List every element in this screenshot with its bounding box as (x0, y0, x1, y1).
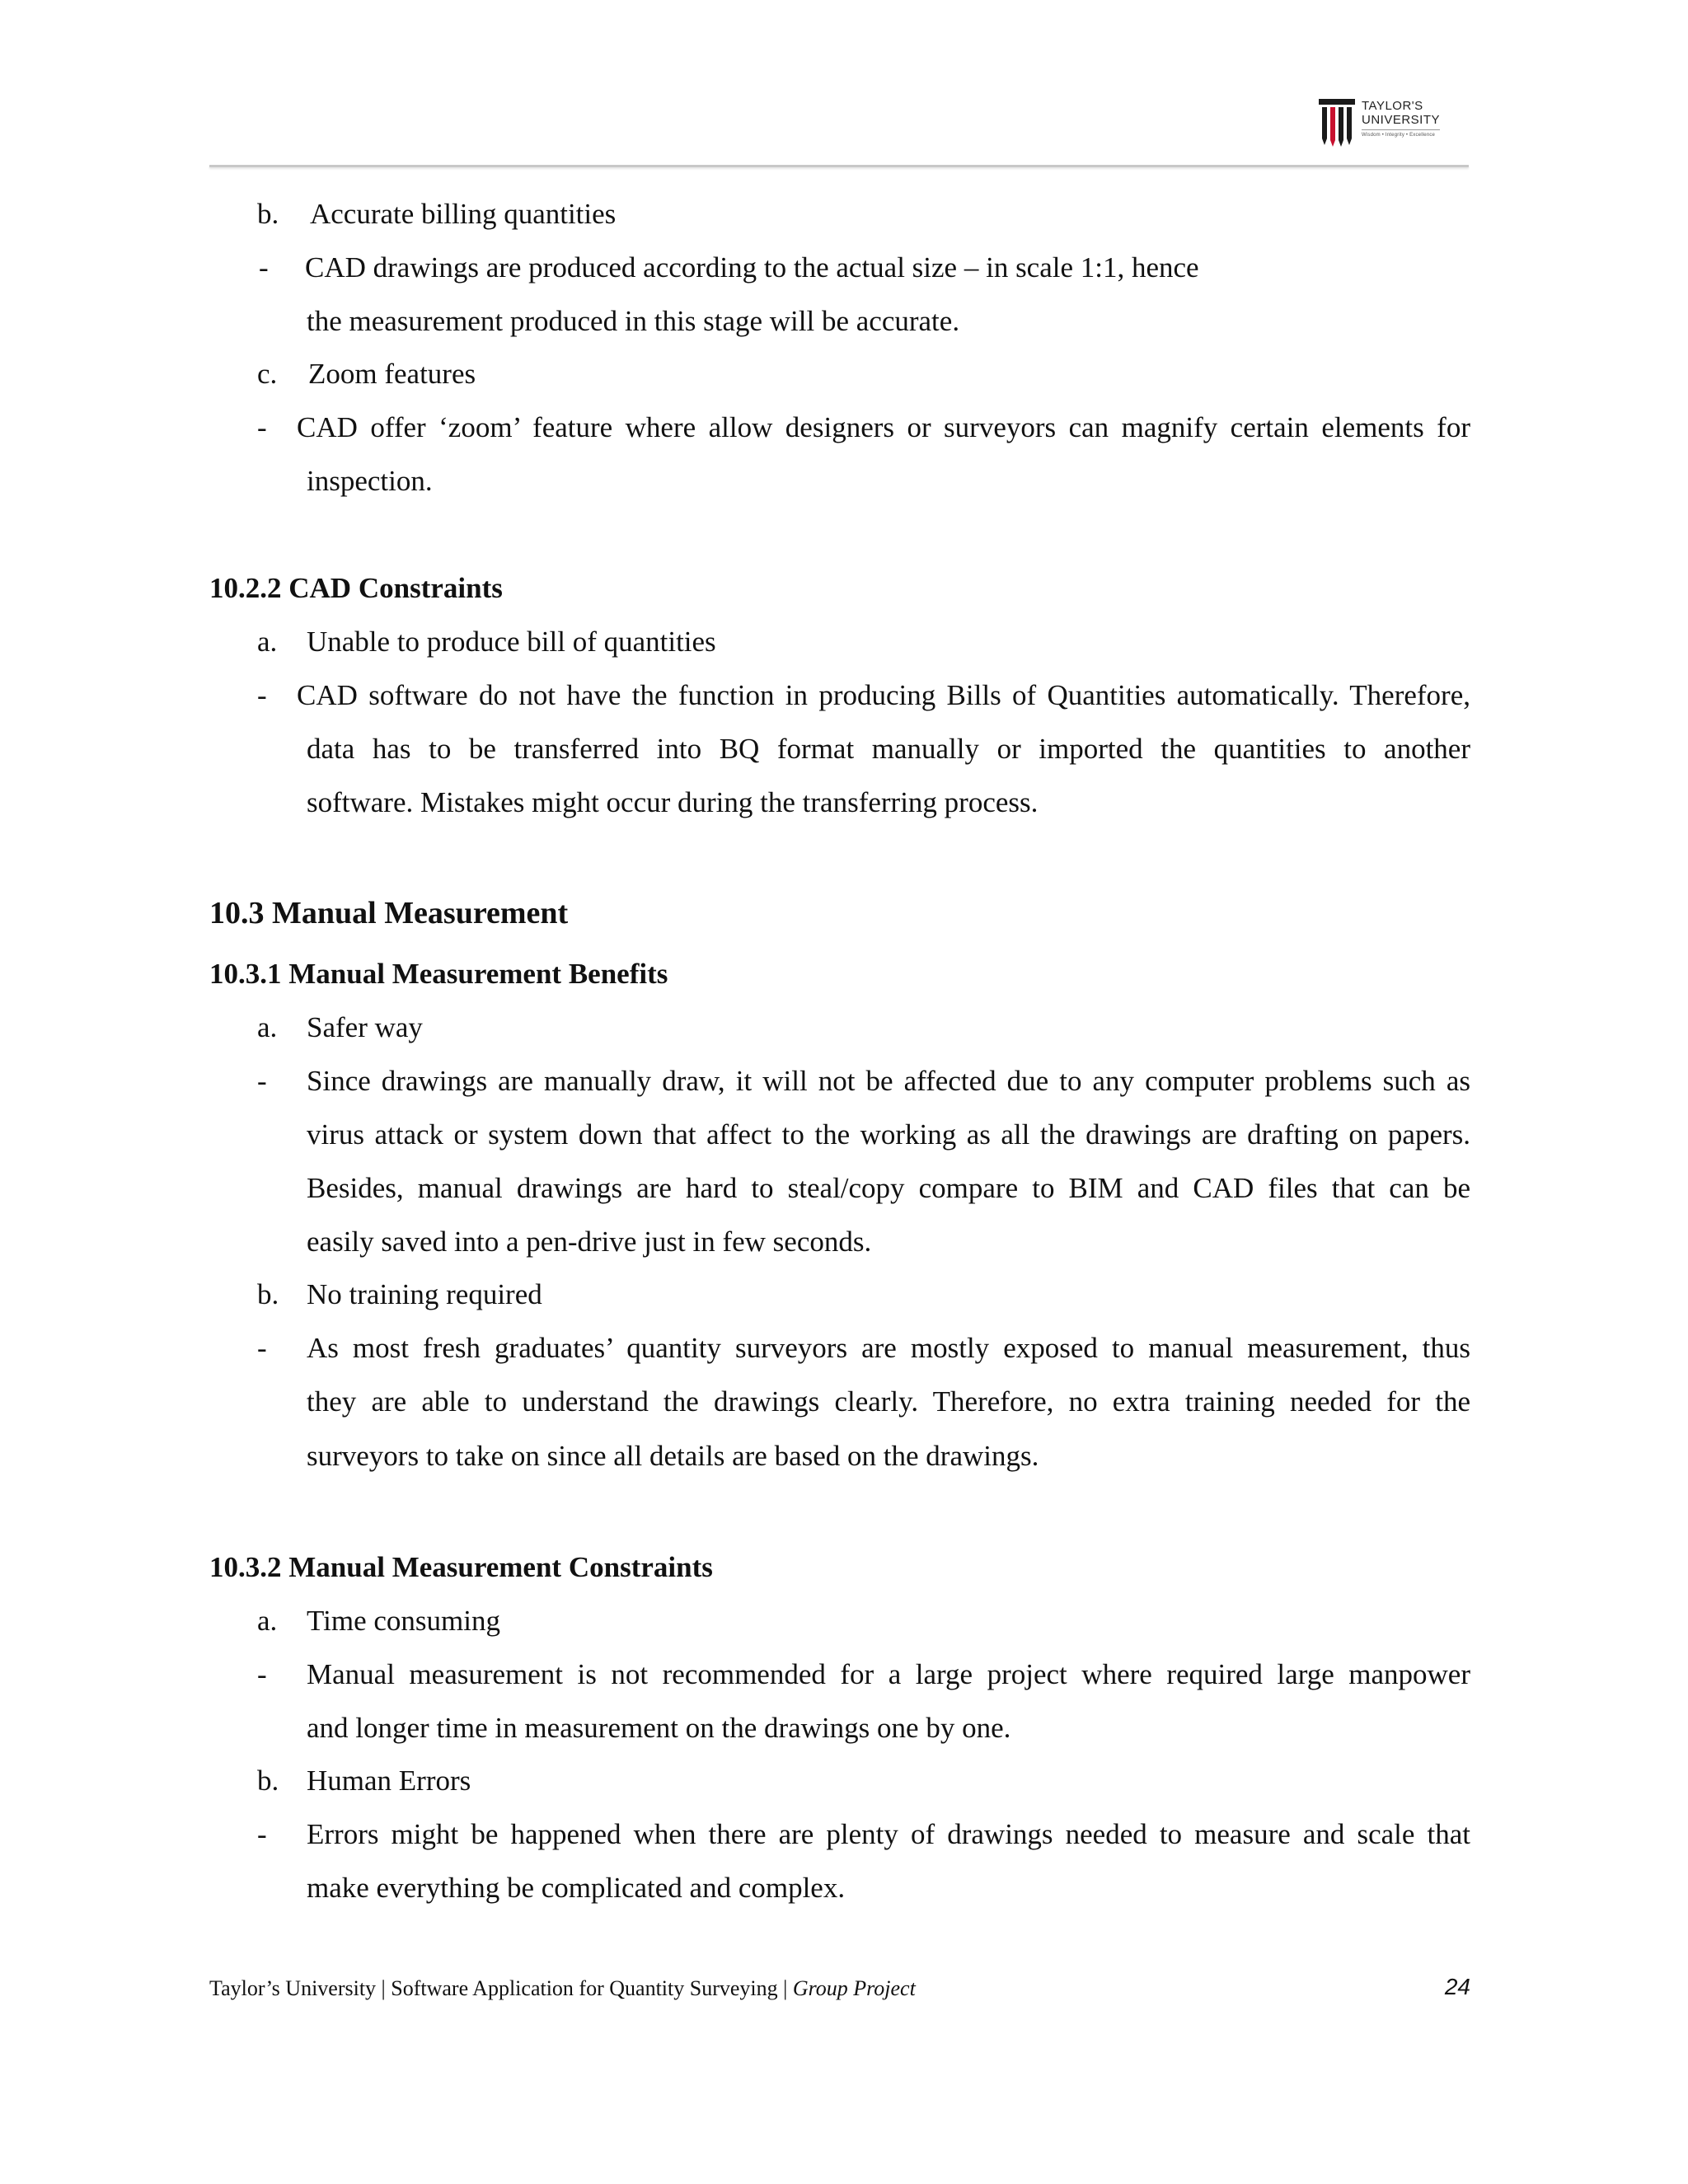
dash-marker: - (257, 411, 267, 443)
dash-marker: - (257, 679, 267, 711)
paragraph-line: and longer time in measurement on the drawings one by one. (307, 1712, 1011, 1744)
footer-text (209, 1975, 916, 2003)
paragraph-line: Errors might be happened when there are plenty of drawings needed to measure and scale that (307, 1818, 1470, 1850)
page-number: 24 (1444, 1974, 1470, 1999)
footer-label: Taylor’s University | Software Application for Quantity Surveying | (209, 1976, 793, 2000)
list-item-title: Unable to produce bill of quantities (307, 626, 716, 658)
paragraph-line: CAD software do not have the function in producing Bills of Quantities automatically. Therefore, (297, 679, 1470, 711)
dash-marker: - (259, 251, 269, 284)
paragraph-line: virus attack or system down that affect to the working as all the drawings are drafting on papers. (307, 1118, 1470, 1151)
list-marker: b. (257, 1765, 279, 1797)
subsection-heading: 10.3.1 Manual Measurement Benefits (209, 958, 668, 990)
paragraph-line: Since drawings are manually draw, it will not be affected due to any computer problems such as (307, 1065, 1470, 1097)
paragraph-line: Manual measurement is not recommended for a large project where required large manpower (307, 1658, 1470, 1690)
dash-marker: - (257, 1818, 267, 1850)
paragraph-line: the measurement produced in this stage will be accurate. (307, 305, 960, 337)
list-item-title: Accurate billing quantities (310, 198, 617, 230)
paragraph-line: software. Mistakes might occur during the transferring process. (307, 786, 1039, 818)
subsection-heading: 10.3.2 Manual Measurement Constraints (209, 1551, 713, 1583)
list-item-title: Safer way (307, 1011, 423, 1043)
dash-marker: - (257, 1065, 267, 1097)
paragraph-line: CAD drawings are produced according to the actual size – in scale 1:1, hence (305, 251, 1199, 284)
paragraph-line: surveyors to take on since all details are based on the drawings. (307, 1440, 1039, 1472)
dash-marker: - (257, 1332, 267, 1364)
paragraph-line: CAD offer ‘zoom’ feature where allow designers or surveyors can magnify certain elements for (297, 411, 1470, 443)
list-item-title: Zoom features (308, 358, 476, 390)
list-marker: a. (257, 626, 278, 658)
paragraph-line: data has to be transferred into BQ format manually or imported the quantities to another (307, 733, 1470, 765)
paragraph-line: easily saved into a pen-drive just in few seconds. (307, 1226, 872, 1258)
footer-italic: Group Project (792, 1976, 916, 2000)
paragraph-line: Besides, manual drawings are hard to steal/copy compare to BIM and CAD files that can be (307, 1172, 1470, 1204)
list-marker: a. (257, 1011, 278, 1043)
header-rule (209, 165, 1469, 167)
list-item-title: Time consuming (307, 1605, 500, 1637)
taylors-crest-icon (1319, 97, 1355, 147)
list-item-title: Human Errors (307, 1765, 471, 1797)
paragraph-line: As most fresh graduates’ quantity surveyors are mostly exposed to manual measurement, thus (307, 1332, 1470, 1364)
paragraph-line: inspection. (307, 465, 433, 497)
list-marker: a. (257, 1605, 278, 1637)
paragraph-line: they are able to understand the drawings clearly. Therefore, no extra training needed for the (307, 1385, 1470, 1418)
logo-line2: UNIVERSITY (1362, 113, 1441, 127)
logo-tagline: Wisdom • Integrity • Excellence (1362, 129, 1440, 139)
list-marker: b. (257, 1278, 279, 1310)
paragraph-line: make everything be complicated and complex. (307, 1872, 846, 1904)
logo-line1: TAYLOR'S (1362, 99, 1423, 113)
list-item-title: No training required (307, 1278, 542, 1310)
dash-marker: - (257, 1658, 267, 1690)
list-marker: b. (257, 198, 279, 230)
university-logo (1319, 97, 1459, 148)
section-heading: 10.2.2 CAD Constraints (209, 572, 503, 604)
list-marker: c. (257, 358, 278, 390)
section-heading: 10.3 Manual Measurement (209, 896, 569, 930)
